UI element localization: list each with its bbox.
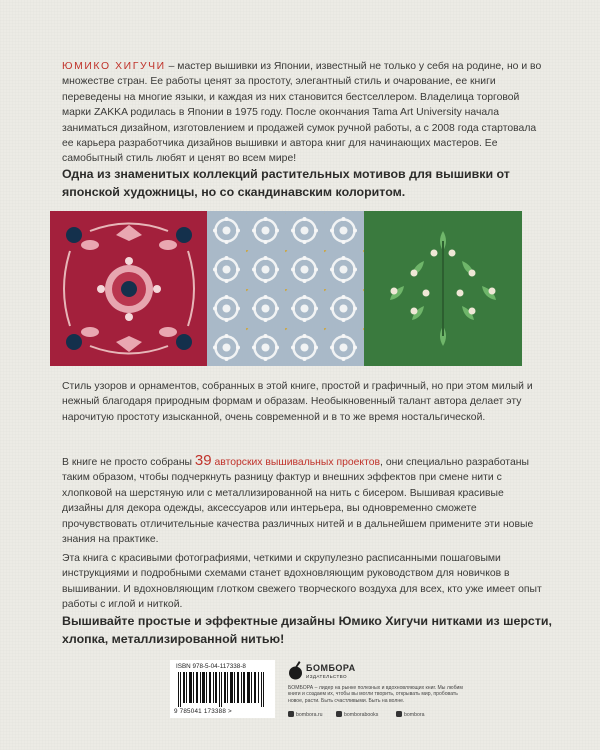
author-name: ЮМИКО ХИГУЧИ xyxy=(62,61,166,72)
embroidery-photo-green xyxy=(364,211,522,366)
globe-icon xyxy=(288,711,294,717)
photos-paragraph: Эта книга с красивыми фотографиями, четкими и скрупулезно расписанными пошаговыми инструкциями и подробными схемами станет вдохновляющим руководством для новичков в вышивании. И вдохновляющим глотком свежего творческого воздуха для всех, кто уже имеет опыт работы с иглой и ниткой. xyxy=(62,553,542,611)
bombora-logo-icon xyxy=(288,660,303,680)
embroidery-photo-white-lace xyxy=(207,211,365,366)
closing-statement: Вышивайте простые и эффектные дизайны Юмико Хигучи нитками из шерсти, хлопка, металлизированной нитью! xyxy=(62,614,552,646)
social-instagram[interactable]: bombora xyxy=(396,711,424,718)
vk-icon xyxy=(336,711,342,717)
projects-highlight: авторских вышивальных проектов xyxy=(211,457,381,468)
style-paragraph: Стиль узоров и орнаментов, собранных в этой книге, простой и графичный, но при этом милый и нежный благодаря природным формам и образам. Необыкновенный талант автора делает эту нарочитую простоту изысканной, очень современной и в то же время ностальгической. xyxy=(62,381,533,423)
embroidery-photo-red xyxy=(50,211,208,366)
projects-count: 39 xyxy=(194,452,212,469)
social-vk[interactable]: bomborabooks xyxy=(336,711,378,718)
isbn-text: ISBN 978-5-04-117338-8 xyxy=(176,663,246,670)
publisher-subtitle: ИЗДАТЕЛЬСТВО xyxy=(306,674,347,679)
social-icon xyxy=(396,711,402,717)
publisher-name: БОМБОРА xyxy=(306,663,356,673)
barcode-bars xyxy=(176,672,268,707)
barcode-label xyxy=(170,660,275,718)
author-bio-text: – мастер вышивки из Японии, известный не только у себя на родине, но и во множестве стран. Ее работы ценят за простоту, элегантный стиль и очарование, ее книги переведены на многие языки, и каждая из них становится бестселлером. Владелица торговой марки ZAKKA родилась в Японии в 1975 году. После окончания Tama Art University начала заниматься дизайном, изготовлением и продажей сумок ручной работы, а с 2008 года стартовала ее карьера разработчика дизайнов вышивки и автора книг для начинающих мастеров. Ее самобытный стиль любят и ценят во всем мире! xyxy=(62,61,542,165)
social-site[interactable]: bombora.ru xyxy=(288,711,323,718)
barcode-digits: 9 785041 173388 > xyxy=(174,708,232,715)
lead-statement: Одна из знаменитых коллекций растительных мотивов для вышивки от японской художницы, но со скандинавским колоритом. xyxy=(62,167,510,199)
author-bio xyxy=(62,59,544,167)
publisher-description: БОМБОРА – лидер на рынке полезных и вдохновляющих книг. Мы любим книги и создаем их, чтобы вы могли творить, открывать мир, пробовать новое, расти. Быть счастливыми. Быть на волне. xyxy=(288,685,463,704)
projects-paragraph: В книге не просто собраны 39 авторских вышивальных проектов, они специально разработаны таким образом, чтобы подчеркнуть разницу фактур и внешних эффектов при смене нити с хлопковой на шерстяную или с металлизированной на нить с бисером. Вышивая красивые дизайны для декора одежды, аксессуаров или интерьера, вы одновременно сможете прочувствовать отличительные качества различных нитей и в дальнейшем примените эти новые знания на практике. xyxy=(62,452,534,546)
